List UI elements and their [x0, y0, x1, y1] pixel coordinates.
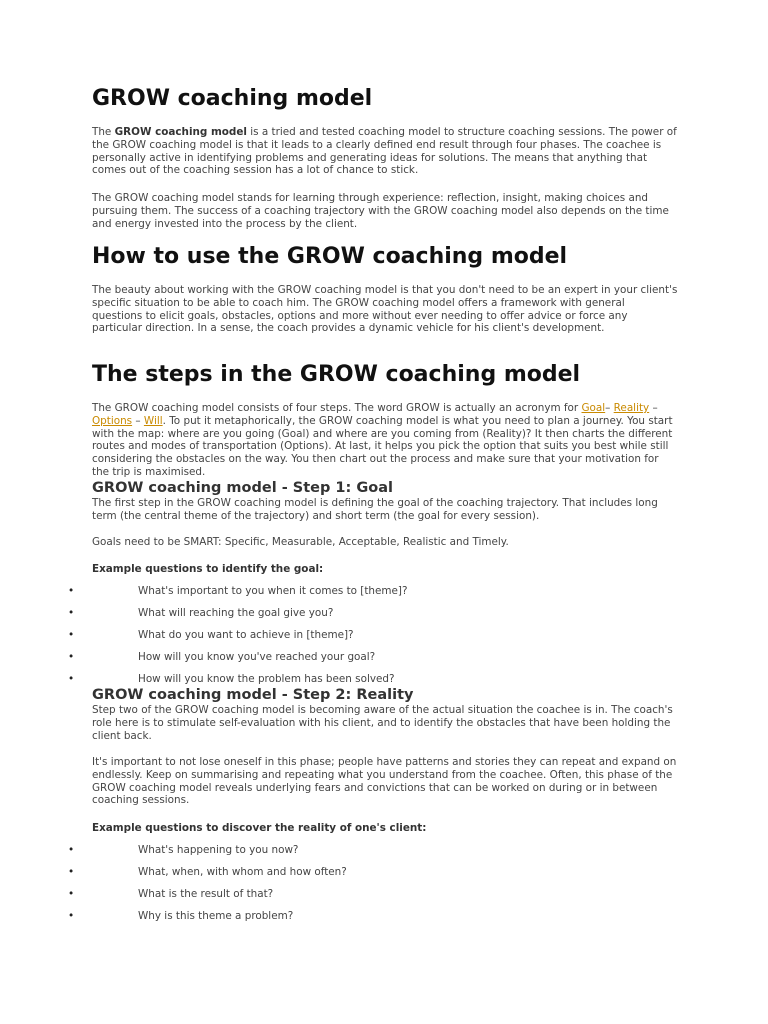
- list-item-text: How will you know you've reached your goal?: [138, 651, 376, 663]
- link-reality[interactable]: Reality: [613, 402, 650, 414]
- separator: –: [605, 402, 614, 414]
- step2-heading: GROW coaching model - Step 2: Reality: [92, 687, 414, 703]
- list-item-text: What will reaching the goal give you?: [138, 607, 334, 619]
- howto-paragraph: The beauty about working with the GROW coaching model is that you don't need to be an expert in your client's specific situation to be able to coach him. The GROW coaching model offers a framework with general questions to elicit goals, obstacles, options and more without ever needing to offer advice or force any particular direction. In a sense, the coach provides a dynamic vehicle for his client's development.: [92, 284, 678, 335]
- list-item-text: Why is this theme a problem?: [138, 910, 294, 922]
- bullet-icon: •: [68, 844, 75, 856]
- steps-text-a: The GROW coaching model consists of four steps. The word GROW is actually an acronym for: [92, 402, 582, 414]
- list-item: [68, 865, 668, 879]
- link-goal[interactable]: Goal: [581, 402, 606, 414]
- list-item-text: What, when, with whom and how often?: [138, 866, 347, 878]
- step1-paragraph-1: The first step in the GROW coaching model is defining the goal of the coaching trajectory. That includes long term (the central theme of the trajectory) and short term (the goal for every session).: [92, 497, 658, 522]
- intro-paragraph-1: [92, 126, 678, 177]
- step1-examples-label: Example questions to identify the goal:: [92, 563, 324, 575]
- bullet-icon: •: [68, 673, 75, 685]
- list-item: [68, 650, 668, 664]
- list-item-text: How will you know the problem has been solved?: [138, 673, 395, 685]
- bullet-icon: •: [68, 866, 75, 878]
- list-item: [68, 843, 668, 857]
- steps-text-b: . To put it metaphorically, the GROW coaching model is what you need to plan a journey. You start with the map: where are you going (Goal) and where are you coming from (Reality)? It then charts the different routes and modes of transportation (Options). At last, it helps you pick the option that suits you best while still considering the obstacles on the way. You then chart out the process and make sure that your motivation for the trip is maximised.: [92, 414, 673, 478]
- bullet-icon: •: [68, 910, 75, 922]
- list-item-text: What's happening to you now?: [138, 844, 299, 856]
- list-item: [68, 672, 668, 686]
- page-title: GROW coaching model: [92, 86, 373, 111]
- list-item: [68, 606, 668, 620]
- step2-examples-label: Example questions to discover the reality of one's client:: [92, 822, 427, 834]
- intro-paragraph-2: The GROW coaching model stands for learning through experience: reflection, insight, making choices and pursuing them. The success of a coaching trajectory with the GROW coaching model also depends on the time and energy invested into the process by the client.: [92, 192, 669, 230]
- bullet-icon: •: [68, 607, 75, 619]
- intro-text-pre: The: [92, 126, 115, 138]
- bullet-icon: •: [68, 888, 75, 900]
- list-item: [68, 887, 668, 901]
- step2-paragraph-1: Step two of the GROW coaching model is becoming aware of the actual situation the coachee is in. The coach's role here is to stimulate self-evaluation with his client, and to identify the obstacles that have been holding the client back.: [92, 704, 673, 742]
- list-item-text: What's important to you when it comes to [theme]?: [138, 585, 408, 597]
- list-item: [68, 584, 668, 598]
- link-options[interactable]: Options: [92, 414, 133, 427]
- step1-heading: GROW coaching model - Step 1: Goal: [92, 480, 393, 496]
- separator: –: [649, 402, 658, 414]
- bullet-icon: •: [68, 629, 75, 641]
- section-title-how-to: How to use the GROW coaching model: [92, 244, 568, 269]
- list-item-text: What is the result of that?: [138, 888, 274, 900]
- bullet-icon: •: [68, 585, 75, 597]
- intro-bold-term: GROW coaching model: [114, 126, 247, 138]
- step1-paragraph-2: Goals need to be SMART: Specific, Measurable, Acceptable, Realistic and Timely.: [92, 536, 509, 548]
- bullet-icon: •: [68, 651, 75, 663]
- separator: –: [132, 414, 144, 427]
- list-item: [68, 628, 668, 642]
- steps-paragraph: [92, 402, 678, 479]
- link-will[interactable]: Will: [143, 414, 163, 427]
- list-item: [68, 909, 668, 923]
- section-title-steps: The steps in the GROW coaching model: [92, 362, 581, 387]
- list-item-text: What do you want to achieve in [theme]?: [138, 629, 354, 641]
- step2-paragraph-2: It's important to not lose oneself in this phase; people have patterns and stories they can repeat and expand on endlessly. Keep on summarising and repeating what you understand from the coachee. Often, this phase of the GROW coaching model reveals underlying fears and convictions that can be worked on during or in between coaching sessions.: [92, 756, 677, 807]
- intro-text-post: is a tried and tested coaching model to structure coaching sessions. The power of the GROW coaching model is that it leads to a clearly defined end result through four phases. The coachee is personally active in identifying problems and generating ideas for solutions. The means that anything that comes out of the coaching session has a lot of chance to stick.: [92, 126, 677, 177]
